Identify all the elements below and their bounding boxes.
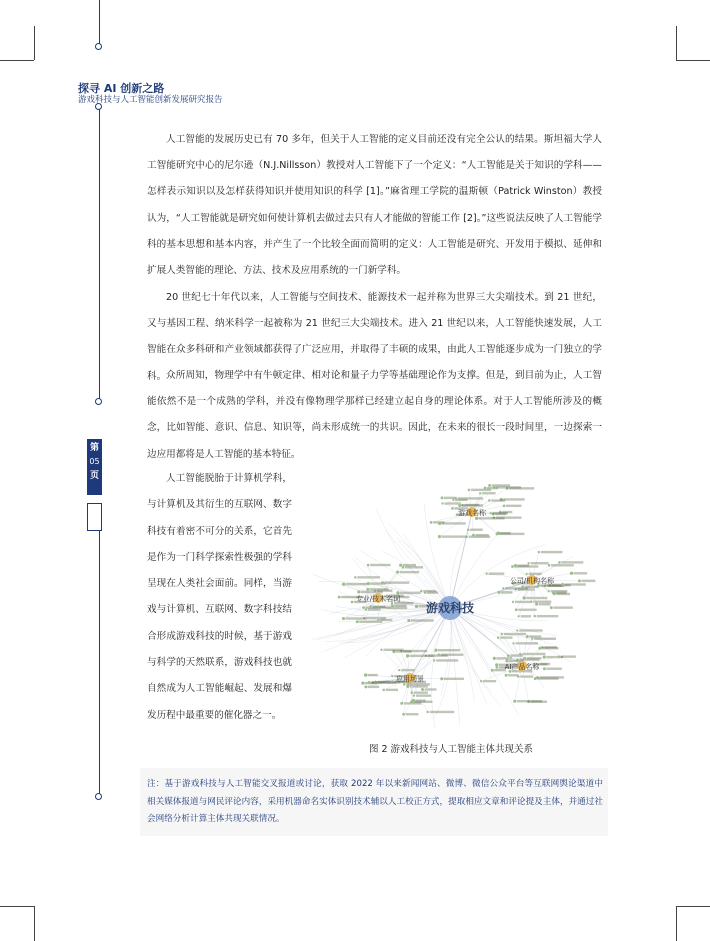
network-node [493, 657, 496, 660]
rail-line-top [99, 0, 100, 44]
network-node [472, 534, 475, 537]
network-node [493, 486, 496, 489]
network-node [377, 619, 379, 621]
page-marker-outline [87, 503, 102, 531]
network-node [543, 656, 546, 659]
network-node-label-mark [438, 649, 460, 651]
network-node-label-mark [406, 713, 419, 715]
network-node [441, 496, 444, 499]
network-node [534, 615, 536, 617]
network-node [451, 507, 454, 510]
network-node-label-mark [581, 580, 595, 582]
network-node-label-mark [546, 656, 563, 658]
rail-dot [95, 793, 102, 800]
network-node-label-mark [483, 680, 496, 682]
network-node-label-mark [380, 619, 392, 621]
network-node-label-mark [470, 529, 483, 531]
network-figure [300, 440, 602, 735]
network-node [507, 654, 510, 657]
rail-dot [95, 398, 102, 405]
network-node [527, 562, 529, 564]
network-node [512, 601, 514, 603]
network-node [396, 571, 399, 574]
network-node [386, 607, 389, 610]
network-node-label-mark [533, 601, 551, 603]
network-node [558, 655, 560, 657]
network-node [495, 666, 498, 669]
network-node [503, 505, 506, 508]
network-node [521, 585, 524, 588]
cluster-node-label: AI产品名称 [504, 663, 540, 671]
network-node-label-mark [561, 561, 583, 563]
network-node [391, 604, 394, 607]
network-node [400, 702, 403, 705]
network-node [354, 576, 356, 578]
network-node [538, 551, 540, 553]
network-node [526, 635, 529, 638]
network-node [433, 659, 435, 661]
network-node [403, 683, 406, 686]
network-node [578, 579, 581, 582]
network-node [402, 713, 405, 716]
network-node [531, 638, 533, 640]
network-node-label-mark [406, 683, 430, 685]
network-node-label-mark [442, 522, 466, 524]
network-edge [450, 534, 498, 608]
network-node-label-mark [430, 711, 455, 713]
network-node [513, 700, 516, 703]
network-node [342, 617, 345, 620]
network-node [511, 565, 514, 568]
network-node-label-mark [370, 588, 388, 590]
network-node [552, 591, 555, 594]
network-node-label-mark [504, 633, 526, 635]
network-node-label-mark [527, 657, 542, 659]
network-node-label-mark [462, 504, 483, 506]
network-node [534, 677, 537, 680]
page-prefix: 第 [89, 443, 99, 453]
network-node [420, 590, 422, 592]
network-node-label-mark [357, 576, 380, 578]
network-node-label-mark [522, 653, 545, 655]
network-node-label-mark [508, 674, 518, 676]
network-node [438, 522, 441, 525]
body-paragraph: 20 世纪七十年代以来，人工智能与空间技术、能源技术一起并称为世界三大尖端技术。到 21 世纪，又与基因工程、纳米科学一起被称为 21 世纪三大尖端技术。进入 21 世纪以来，人工智能快速发展，人工智能在众多科研和产业领域都获得了广泛应用，并取得了丰硕的成果，由此人工智能逐步成为一门独立的学科。 [147, 292, 602, 382]
network-node-label-mark [394, 605, 406, 607]
network-node [518, 615, 520, 617]
cluster-node-label: 专业/技术名词 [355, 595, 401, 603]
network-node-label-mark [496, 486, 521, 488]
network-node [440, 677, 443, 680]
network-node-label-mark [368, 686, 379, 688]
network-node [475, 517, 478, 520]
network-node-label-mark [487, 487, 498, 489]
network-edge [450, 512, 472, 608]
network-node-label-mark [416, 694, 431, 696]
network-node-label-mark [541, 551, 563, 553]
network-node-label-mark [403, 564, 416, 566]
network-node [468, 489, 470, 491]
network-node [402, 566, 405, 569]
network-node [437, 653, 440, 656]
network-node [570, 572, 573, 575]
network-node-label-mark [529, 573, 542, 575]
network-node-label-mark [489, 572, 505, 574]
header-title: 探寻 AI 创新之路 [78, 82, 165, 95]
crop-mark [676, 26, 677, 60]
network-node-label-mark [496, 657, 512, 659]
network-node-label-mark [500, 636, 512, 638]
network-node [351, 601, 354, 604]
network-node-label-mark [491, 499, 505, 501]
network-node-label-mark [441, 535, 466, 537]
page-number-tab [87, 439, 102, 495]
network-node-label-mark [370, 564, 391, 566]
network-node-label-mark [501, 591, 512, 593]
network-node [424, 591, 427, 594]
network-node-label-mark [345, 617, 366, 619]
network-node-label-mark [561, 655, 576, 657]
network-node [368, 681, 371, 684]
network-node [480, 680, 482, 682]
crop-mark [0, 60, 34, 61]
network-node-label-mark [414, 691, 428, 693]
network-node-label-mark [555, 592, 566, 594]
network-node-label-mark [445, 502, 461, 504]
network-node [410, 691, 413, 694]
network-node [434, 649, 437, 652]
network-node-label-mark [373, 606, 386, 608]
network-node-label-mark [410, 685, 428, 687]
network-node [505, 674, 508, 677]
network-node [407, 619, 410, 622]
network-node-label-mark [411, 619, 434, 621]
network-node-label-mark [479, 517, 505, 519]
network-node [458, 504, 461, 507]
network-node [497, 636, 499, 638]
footnote: 注：基于游戏科技与人工智能交叉报道或讨论，获取 2022 年以来新闻网站、微博、微信公众平台等互联网舆论渠道中相关媒体报道与网民评论内容，采用机器命名实体识别技术辅以人工校正方式，提取相应文章和评论提及主体，并通过社会网络分析计算主体共现关联情况。 [147, 779, 603, 824]
network-node [490, 512, 492, 514]
network-node-label-mark [506, 505, 521, 507]
network-node [413, 694, 415, 696]
header-subtitle: 游戏科技与人工智能创新发展研究报告 [78, 95, 223, 105]
network-edge [382, 650, 410, 678]
network-node [381, 581, 384, 584]
network-edge [450, 528, 475, 608]
network-node [501, 633, 503, 635]
network-node [421, 688, 424, 691]
network-node-label-mark [400, 571, 420, 573]
network-node-label-mark [405, 566, 423, 568]
network-node-label-mark [518, 564, 530, 566]
network-node-label-mark [425, 688, 437, 690]
network-node [502, 587, 504, 589]
crop-mark [0, 906, 34, 907]
network-node [495, 663, 498, 666]
center-node-label: 游戏科技 [425, 601, 475, 615]
rail-dot [95, 43, 102, 50]
network-node-label-mark [384, 581, 409, 583]
network-node [361, 681, 364, 684]
network-node-label-mark [537, 677, 558, 679]
network-node-label-mark [415, 699, 425, 701]
figure-caption: 图 2 游戏科技与人工智能主体共现关系 [368, 744, 534, 755]
network-node [406, 654, 409, 657]
network-node [497, 591, 500, 594]
network-node [543, 667, 546, 670]
network-node-label-mark [368, 674, 378, 676]
network-node [426, 711, 428, 713]
network-node-label-mark [529, 635, 541, 637]
network-node [364, 685, 367, 688]
network-node [485, 573, 487, 575]
network-node [415, 605, 418, 608]
network-node [523, 657, 526, 660]
network-node [399, 564, 402, 567]
network-node-label-mark [499, 533, 524, 535]
cluster-node-label: 游戏名称 [458, 509, 486, 517]
network-node-label-mark [441, 654, 464, 656]
rail-line-middle [99, 108, 100, 399]
network-node [484, 487, 487, 490]
network-node-label-mark [525, 586, 539, 588]
network-node-label-mark [458, 497, 483, 499]
rail-line-lower [99, 531, 100, 794]
network-edge [433, 608, 451, 719]
network-node [342, 583, 345, 586]
network-node-label-mark [519, 629, 542, 631]
body-paragraph: 人工智能的发展历史已有 70 多年，但关于人工智能的定义目前还没有完全公认的结果。斯坦福大学人工智能研究中心的尼尔逊（N.J.Nillsson）教授对人工智能下了一个定义：“人工智能是关于知识的学科——怎样表示知识以及怎样获得知识并使用知识的科学 [1]。”麻省理工学院的温斯顿（Patrick Winston）教授认为，“人工智能就是研究如何使计算机去做过去只有人才能做的智能工作 [2]。”这些说法反映了人工智能学科的基本思想和基本内容，并产生了一个比较全面而简明的定义：人工智能是研究、开发用于模拟、延伸和扩展人类智能的理论、方法、技术及应用系统的一门新学科。 [147, 134, 602, 277]
network-node [438, 535, 441, 538]
network-node-label-mark [386, 689, 398, 691]
network-node [550, 606, 553, 609]
network-node [430, 521, 433, 524]
network-node-label-mark [520, 675, 533, 677]
network-node [398, 669, 400, 671]
network-node [412, 699, 415, 702]
network-node [515, 608, 518, 611]
network-node [512, 642, 514, 644]
network-node [367, 582, 370, 585]
network-node [364, 673, 367, 676]
network-node-label-mark [542, 647, 559, 649]
body-paragraph: 众所周知，物理学中有牛顿定律、相对论和量子力学等基础理论作为支撑。但是，到目前为止，人工智能依然不是一个成熟的学科，并没有像物理学那样已经建立起自身的理论体系。对于人工智能所涉及的概念，比如智能、意识、信息、知识等，尚未形成统一的共识。因此，在未来的很长一段时间里，一边探索一边应用都将是人工智能的基本特征。 [147, 370, 602, 460]
network-node [382, 689, 384, 691]
network-node-label-mark [537, 615, 559, 617]
network-node-label-mark [574, 572, 588, 574]
network-node [491, 669, 494, 672]
crop-mark [676, 906, 677, 941]
page-number: 05 [89, 457, 100, 466]
network-node-label-mark [553, 606, 572, 608]
network-node [535, 603, 538, 606]
network-node-label-mark [521, 615, 531, 617]
network-node-label-mark [401, 669, 414, 671]
network-node-label-mark [444, 497, 455, 499]
network-node-label-mark [427, 591, 438, 593]
network-node-label-mark [565, 583, 586, 585]
network-node [516, 629, 518, 631]
crop-mark [676, 906, 710, 907]
network-node-label-mark [540, 663, 550, 665]
network-node [455, 497, 458, 500]
cluster-node-label: 应用场景 [396, 675, 424, 683]
network-graph [300, 440, 602, 735]
network-node-label-mark [534, 638, 556, 640]
network-node-label-mark [503, 498, 524, 500]
cluster-node-label: 公司/机构名称 [509, 577, 555, 585]
network-node [514, 564, 517, 567]
network-node [396, 591, 399, 594]
network-node-label-mark [436, 659, 458, 661]
network-node-label-mark [475, 534, 488, 536]
network-node [356, 620, 359, 623]
network-node [488, 484, 491, 487]
network-node [558, 561, 561, 564]
network-node [538, 647, 541, 650]
network-node [526, 573, 528, 575]
network-node [488, 499, 490, 501]
network-node-label-mark [517, 700, 542, 702]
network-node [367, 564, 370, 567]
network-node [561, 583, 564, 586]
network-node [505, 659, 508, 662]
network-node-label-mark [444, 678, 464, 680]
network-node-label-mark [346, 583, 368, 585]
network-node-label-mark [384, 649, 404, 651]
network-node-label-mark [551, 564, 574, 566]
network-node-label-mark [546, 668, 561, 670]
crop-mark [34, 906, 35, 941]
network-node-label-mark [505, 587, 528, 589]
network-node [452, 499, 454, 501]
network-node [530, 601, 532, 603]
body-paragraph-narrow: 人工智能脱胎于计算机学科，与计算机及其衍生的互联网、数字科技有着密不可分的关系，它首先是作为一门科学探索性极强的学科呈现在人类社会面前。同样，当游戏与计算机、互联网、数字科技结合形成游戏科技的时候，基于游戏与科学的天然联系，游戏科技也就自然成为人工智能崛起、发展和爆发历程中最重要的催化器之一。 [147, 473, 292, 721]
network-edge [431, 608, 450, 729]
network-node [366, 588, 369, 591]
network-node [548, 564, 551, 567]
crop-mark [34, 26, 35, 60]
network-node [479, 492, 481, 494]
page-suffix: 页 [89, 471, 99, 481]
network-node [496, 532, 499, 535]
network-node-label-mark [493, 512, 508, 514]
network-node [441, 502, 443, 504]
crop-mark [676, 60, 710, 61]
network-node [380, 649, 382, 651]
network-node-label-mark [510, 654, 523, 656]
network-node [338, 596, 341, 599]
network-node-label-mark [539, 603, 551, 605]
network-node [365, 608, 367, 610]
network-node-label-mark [531, 562, 549, 564]
